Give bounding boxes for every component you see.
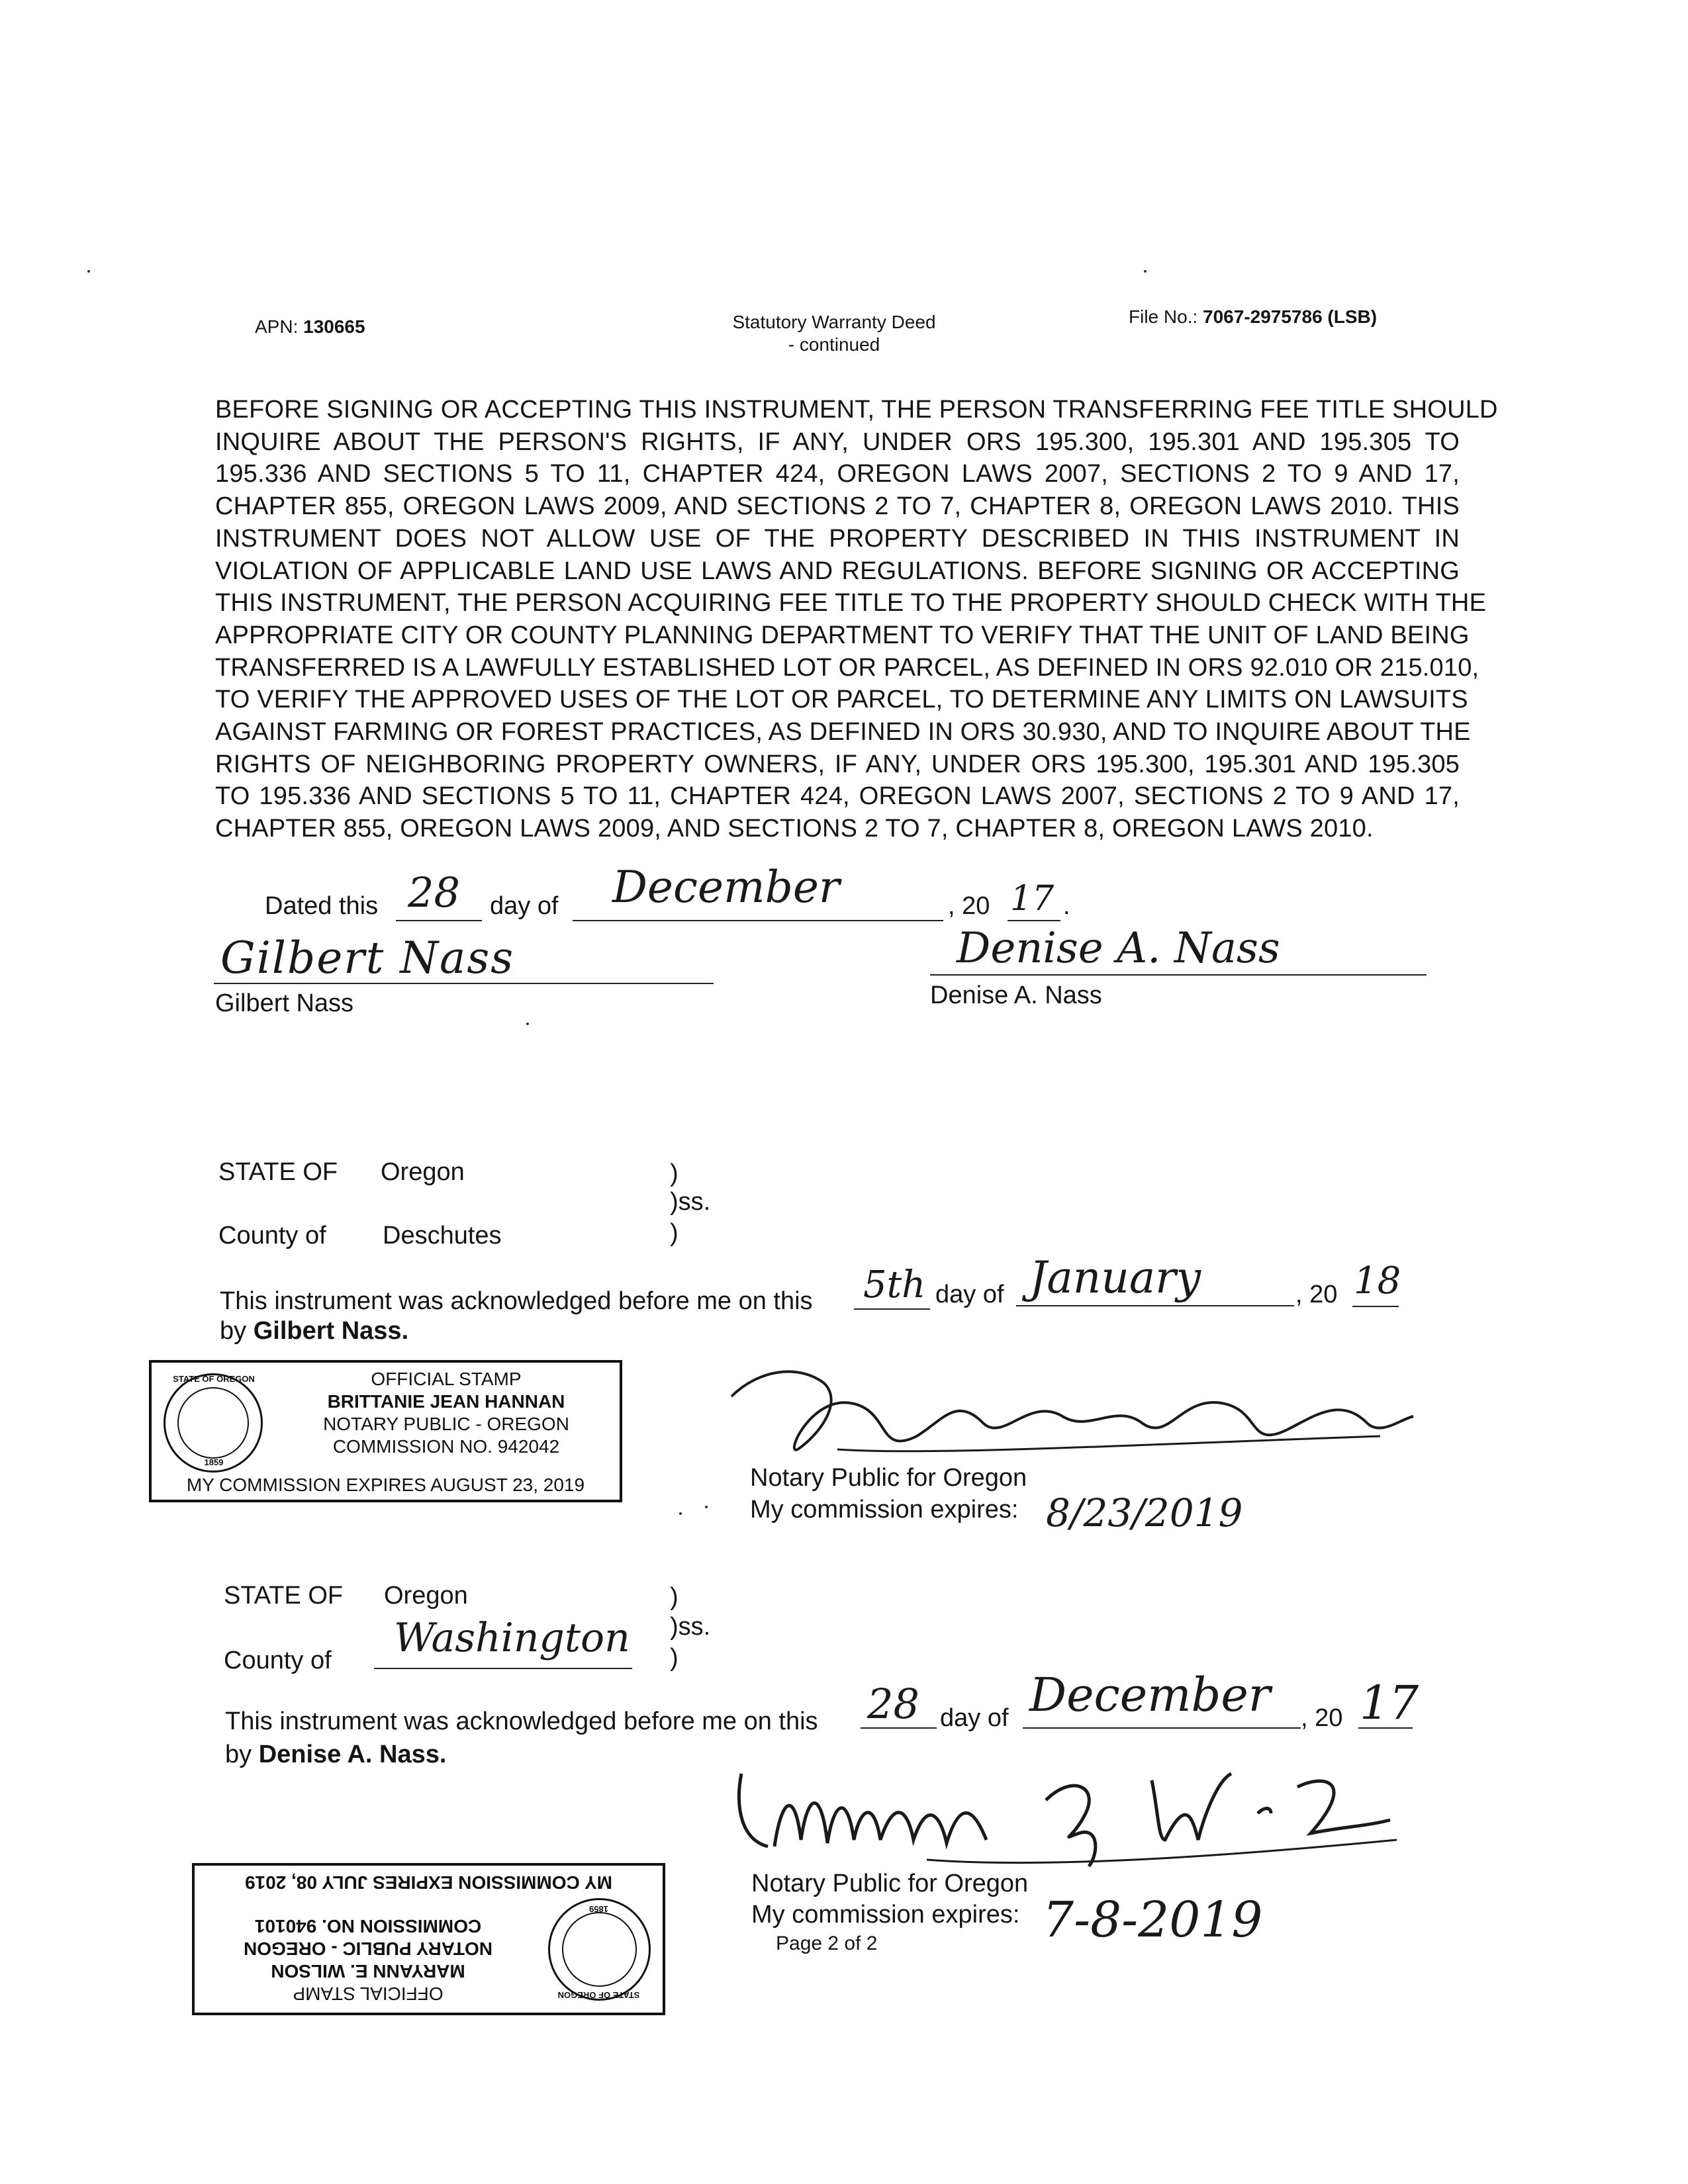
notice-line: VIOLATION OF APPLICABLE LAND USE LAWS AND REGULATIONS. BEFORE SIGNING OR ACCEPTING [215, 557, 1460, 585]
signature-gilbert: Gilbert Nass [220, 933, 515, 983]
ack2-by-name: Denise A. Nass. [258, 1741, 447, 1768]
stamp-line: NOTARY PUBLIC - OREGON [323, 1414, 569, 1434]
notice-line: INQUIRE ABOUT THE PERSON'S RIGHTS, IF ANY, UNDER ORS 195.300, 195.301 AND 195.305 TO [215, 428, 1460, 456]
seal-text: STATE OF OREGON [173, 1374, 255, 1384]
stamp-line: COMMISSION NO. 940101 [254, 1916, 482, 1936]
ack2-day-of: day of [940, 1704, 1009, 1732]
ack2-county-handwritten: Washington [394, 1615, 630, 1661]
apn-field [255, 316, 365, 338]
notice-line: CHAPTER 855, OREGON LAWS 2009, AND SECTIONS 2 TO 7, CHAPTER 8, OREGON LAWS 2010. [215, 815, 1374, 843]
stamp-text-block [277, 1368, 615, 1458]
ack2-statement: This instrument was acknowledged before me on this [225, 1707, 818, 1735]
notary-stamp-hannan [149, 1360, 622, 1502]
ack2-month-handwritten: December [1029, 1668, 1271, 1722]
document-subtitle: - continued [788, 334, 880, 355]
ack2-by-label: by [225, 1741, 252, 1768]
notice-line: TRANSFERRED IS A LAWFULLY ESTABLISHED LOT OR PARCEL, AS DEFINED IN ORS 92.010 OR 215.010, [215, 653, 1479, 682]
ack2-by-line [225, 1741, 446, 1769]
stamp-expiry-block [152, 1474, 620, 1496]
ack1-by-label: by [220, 1317, 247, 1345]
notice-line: CHAPTER 855, OREGON LAWS 2009, AND SECTIONS 2 TO 7, CHAPTER 8, OREGON LAWS 2010. THIS [215, 492, 1460, 521]
ack2-paren-bottom: ) [670, 1644, 679, 1672]
stamp-line: COMMISSION NO. 942042 [332, 1436, 560, 1457]
stamp-line: BRITTANIE JEAN HANNAN [327, 1391, 565, 1412]
ack2-ss: )ss. [670, 1613, 711, 1641]
ack2-year-blank [1358, 1676, 1419, 1730]
document-title: Statutory Warranty Deed [732, 312, 936, 332]
seal-text: STATE OF OREGON [557, 1990, 640, 2000]
ack2-county-blank [374, 1615, 632, 1669]
notice-line: BEFORE SIGNING OR ACCEPTING THIS INSTRUMENT, THE PERSON TRANSFERRING FEE TITLE SHOULD [215, 396, 1498, 424]
stamp-line: OFFICIAL STAMP [293, 1983, 444, 2004]
stamp-line: MY COMMISSION EXPIRES AUGUST 23, 2019 [186, 1475, 585, 1495]
ack1-county-value: Deschutes [383, 1222, 502, 1250]
ack1-day-handwritten: 5th [863, 1263, 926, 1306]
stamp-text-block [199, 1915, 537, 2005]
ack1-notary-title: Notary Public for Oregon [750, 1464, 1027, 1492]
notary-stamp-wilson-inverted [192, 1863, 665, 2015]
dated-day-blank [396, 868, 482, 921]
scan-speck [1144, 270, 1147, 273]
ack1-year-blank [1352, 1259, 1401, 1307]
ack1-ss: )ss. [670, 1188, 711, 1216]
notice-line: 195.336 AND SECTIONS 5 TO 11, CHAPTER 424, OREGON LAWS 2007, SECTIONS 2 TO 9 AND 17, [215, 460, 1460, 488]
dated-day-of: day of [490, 892, 559, 920]
ack1-paren-top: ) [670, 1160, 679, 1187]
ack1-day-of: day of [935, 1281, 1004, 1308]
stamp-line: OFFICIAL STAMP [371, 1369, 522, 1389]
dated-month-blank [573, 862, 943, 921]
notice-line: AGAINST FARMING OR FOREST PRACTICES, AS DEFINED IN ORS 30.930, AND TO INQUIRE ABOUT THE [215, 718, 1471, 747]
ack2-month-blank [1023, 1668, 1301, 1729]
notice-line: RIGHTS OF NEIGHBORING PROPERTY OWNERS, IF ANY, UNDER ORS 195.300, 195.301 AND 195.305 [215, 750, 1460, 778]
notary-signature-wilson [728, 1760, 1403, 1873]
seal-year: 1859 [589, 1904, 608, 1914]
ack1-year-handwritten: 18 [1354, 1259, 1401, 1302]
ack1-month-blank [1016, 1252, 1294, 1306]
ack1-county-label: County of [218, 1222, 326, 1250]
dated-period: . [1063, 892, 1070, 920]
scan-speck [705, 1506, 708, 1508]
dated-year-blank [1008, 879, 1060, 921]
ack1-by-name: Gilbert Nass. [253, 1317, 409, 1345]
ack2-day-handwritten: 28 [867, 1680, 919, 1728]
dated-month-handwritten: December [612, 862, 840, 913]
signature-denise: Denise A. Nass [957, 924, 1280, 973]
ack2-expires-label: My commission expires: [751, 1901, 1020, 1929]
statutory-notice-paragraph [215, 394, 1498, 845]
ack2-county-label: County of [224, 1647, 332, 1674]
state-seal-icon [164, 1373, 263, 1473]
dated-day-handwritten: 28 [408, 868, 460, 917]
file-number-label: File No.: [1129, 306, 1198, 327]
ack2-year-prefix: , 20 [1301, 1704, 1343, 1732]
page-number: Page 2 of 2 [776, 1933, 878, 1954]
ack1-expires-label: My commission expires: [750, 1496, 1019, 1524]
ack2-expires-handwritten: 7-8-2019 [1043, 1891, 1263, 1948]
notice-line: TO 195.336 AND SECTIONS 5 TO 11, CHAPTER 424, OREGON LAWS 2007, SECTIONS 2 TO 9 AND 17, [215, 782, 1460, 811]
ack2-state-label: STATE OF [224, 1582, 344, 1610]
scan-speck [679, 1512, 682, 1515]
stamp-line: MARYANN E. WILSON [271, 1961, 465, 1981]
notary-signature-wilson-scribble [728, 1760, 1403, 1873]
ack2-notary-title: Notary Public for Oregon [751, 1870, 1029, 1897]
apn-value: 130665 [303, 316, 365, 337]
grantor-name-gilbert: Gilbert Nass [215, 989, 354, 1017]
stamp-line: NOTARY PUBLIC - OREGON [244, 1938, 492, 1959]
scan-speck [526, 1023, 529, 1025]
signature-line-denise [930, 921, 1427, 976]
ack1-paren-bottom: ) [670, 1219, 679, 1247]
dated-year-prefix: , 20 [948, 892, 990, 920]
ack2-year-handwritten: 17 [1360, 1676, 1419, 1730]
file-number-field [1129, 306, 1377, 328]
document-title-block [695, 311, 973, 356]
stamp-expiry-block [195, 1871, 663, 1893]
apn-label: APN: [255, 316, 299, 337]
notice-line: THIS INSTRUMENT, THE PERSON ACQUIRING FEE TITLE TO THE PROPERTY SHOULD CHECK WITH THE [215, 589, 1487, 617]
grantor-name-denise: Denise A. Nass [930, 981, 1102, 1009]
dated-year-handwritten: 17 [1010, 879, 1055, 919]
ack1-by-line [220, 1317, 408, 1345]
ack1-statement: This instrument was acknowledged before me on this [220, 1287, 813, 1315]
file-number-value: 7067-2975786 (LSB) [1203, 306, 1378, 327]
ack2-state-value: Oregon [384, 1582, 468, 1610]
state-seal-icon [548, 1898, 651, 2001]
signature-line-gilbert [214, 930, 714, 984]
ack1-day-blank [854, 1263, 930, 1310]
notary-signature-hannan [718, 1357, 1420, 1469]
ack1-month-handwritten: January [1029, 1252, 1201, 1303]
notice-line: INSTRUMENT DOES NOT ALLOW USE OF THE PROPERTY DESCRIBED IN THIS INSTRUMENT IN [215, 524, 1460, 553]
notice-line: APPROPRIATE CITY OR COUNTY PLANNING DEPARTMENT TO VERIFY THAT THE UNIT OF LAND BEING [215, 621, 1470, 649]
ack2-day-blank [861, 1680, 937, 1729]
ack1-expires-handwritten: 8/23/2019 [1046, 1490, 1243, 1535]
ack1-state-label: STATE OF [218, 1158, 338, 1186]
seal-year: 1859 [204, 1457, 224, 1467]
notice-line: TO VERIFY THE APPROVED USES OF THE LOT OR PARCEL, TO DETERMINE ANY LIMITS ON LAWSUITS [215, 686, 1468, 714]
ack1-year-prefix: , 20 [1295, 1281, 1338, 1308]
notary-signature-hannan-scribble [718, 1357, 1420, 1469]
scan-speck [87, 270, 90, 273]
stamp-line: MY COMMISSION EXPIRES JULY 08, 2019 [244, 1872, 613, 1893]
ack1-state-value: Oregon [381, 1158, 465, 1186]
ack2-paren-top: ) [670, 1583, 679, 1611]
dated-prefix: Dated this [265, 892, 379, 920]
